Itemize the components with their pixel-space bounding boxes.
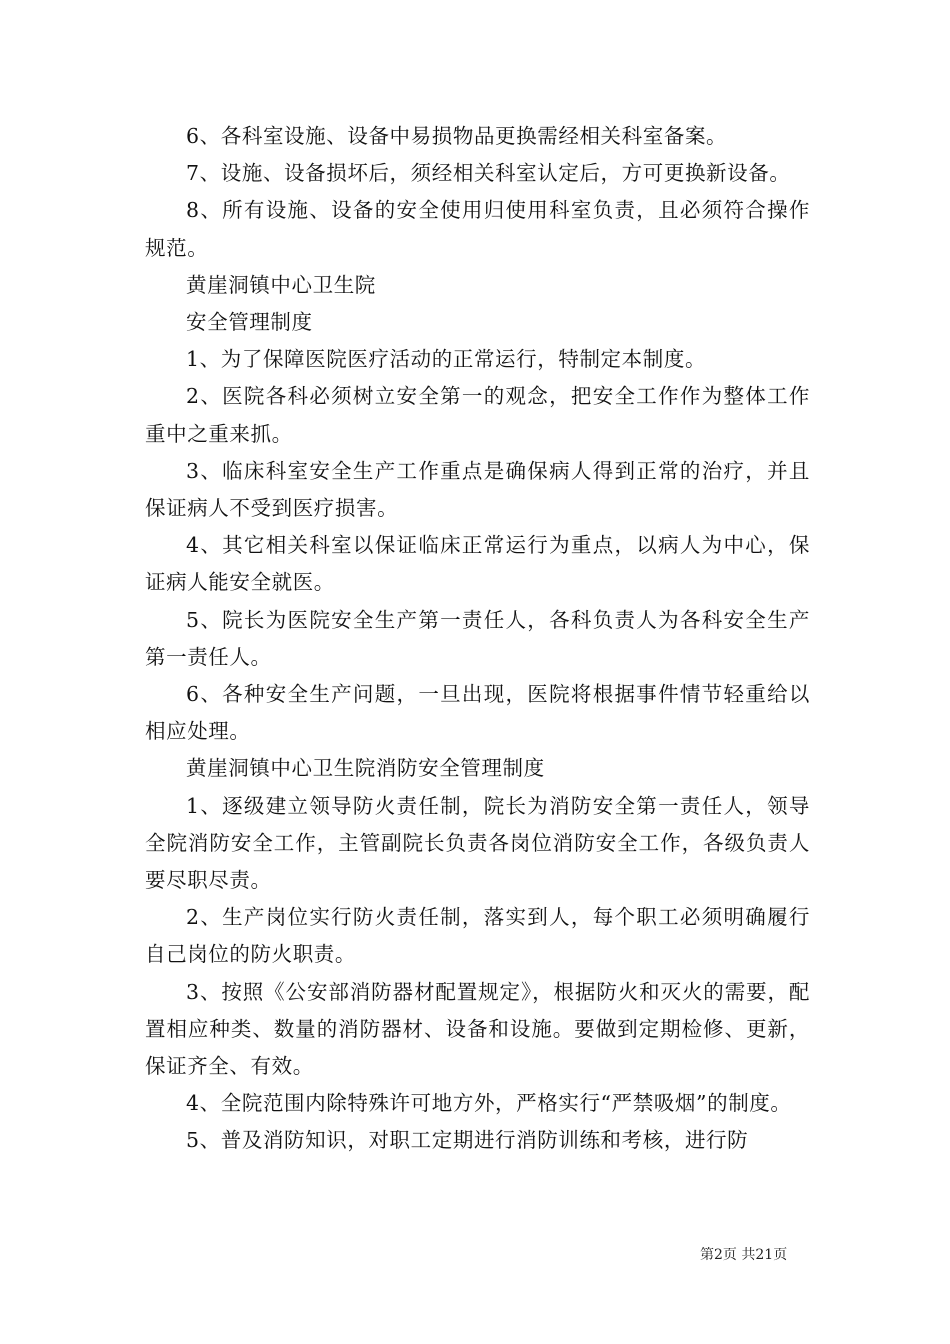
paragraph: 6、各科室设施、设备中易损物品更换需经相关科室备案。 — [186, 124, 728, 148]
paragraph: 2、生产岗位实行防火责任制，落实到人，每个职工必须明确履行自己岗位的防火职责。 — [145, 905, 810, 967]
paragraph: 1、为了保障医院医疗活动的正常运行，特制定本制度。 — [186, 347, 707, 372]
page-number-footer — [700, 1245, 840, 1265]
paragraph: 4、全院范围内除特殊许可地方外，严格实行“严禁吸烟”的制度。 — [186, 1091, 792, 1116]
paragraph: 8、所有设施、设备的安全使用归使用科室负责，且必须符合操作规范。 — [145, 198, 810, 260]
paragraph: 3、临床科室安全生产工作重点是确保病人得到正常的治疗，并且保证病人不受到医疗损害。 — [145, 458, 810, 521]
paragraph: 3、按照《公安部消防器材配置规定》，根据防火和灭火的需要，配置相应种类、数量的消防器材、设备和设施。要做到定期检修、更新，保证齐全、有效。 — [145, 979, 810, 1079]
paragraph: 7、设施、设备损坏后，须经相关科室认定后，方可更换新设备。 — [186, 161, 791, 186]
page-label-middle: 页 共 — [722, 1247, 756, 1263]
paragraph: 4、其它相关科室以保证临床正常运行为重点，以病人为中心，保证病人能安全就医。 — [145, 533, 810, 595]
section-heading: 黄崖洞镇中心卫生院消防安全管理制度 — [186, 756, 545, 781]
page-label-suffix: 页 — [773, 1247, 788, 1263]
page-label-prefix: 第 — [700, 1247, 714, 1263]
current-page-number: 2 — [714, 1247, 723, 1263]
section-heading: 安全管理制度 — [186, 310, 313, 335]
paragraph: 5、普及消防知识，对职工定期进行消防训练和考核，进行防 — [186, 1128, 749, 1153]
document-body — [145, 118, 810, 1160]
paragraph: 6、各种安全生产问题，一旦出现，医院将根据事件情节轻重给以相应处理。 — [145, 682, 810, 744]
section-heading: 黄崖洞镇中心卫生院 — [186, 272, 376, 297]
total-pages-number: 21 — [755, 1247, 774, 1263]
paragraph: 2、医院各科必须树立安全第一的观念，把安全工作作为整体工作重中之重来抓。 — [145, 384, 810, 446]
paragraph: 1、逐级建立领导防火责任制，院长为消防安全第一责任人，领导全院消防安全工作，主管副院长负责各岗位消防安全工作，各级负责人要尽职尽责。 — [145, 793, 810, 893]
paragraph: 5、院长为医院安全生产第一责任人，各科负责人为各科安全生产第一责任人。 — [145, 607, 810, 669]
